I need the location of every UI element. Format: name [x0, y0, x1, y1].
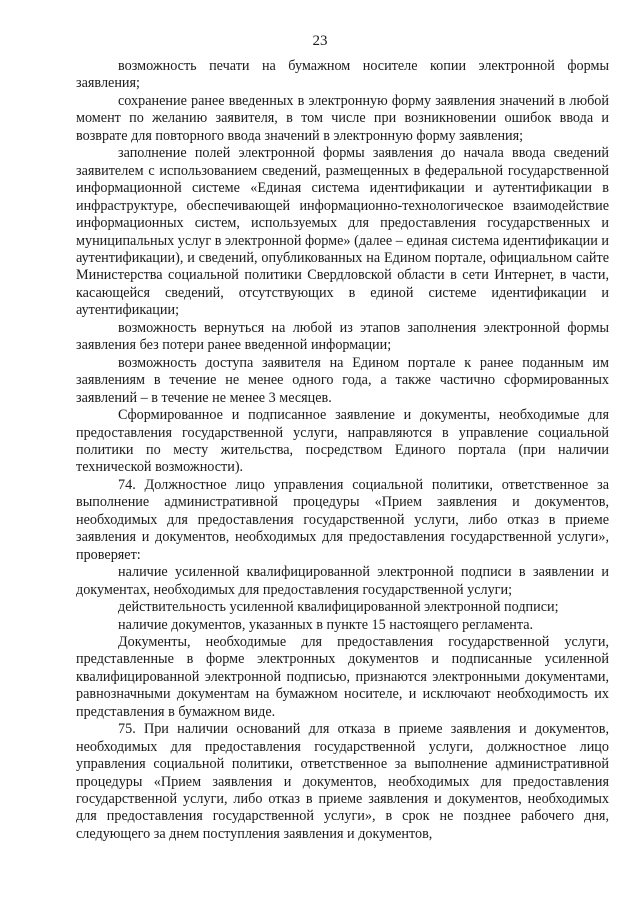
paragraph-check-signature: наличие усиленной квалифицированной электронной подписи в заявлении и документах, необходимых для предоставления государственной услуги; [76, 564, 609, 598]
paragraph-save-values: сохранение ранее введенных в электронную форму заявления значений в любой момент по желанию заявителя, в том числе при возникновении ошибок ввода и возврате для повторного ввода значений в электронную форму заявления; [76, 92, 609, 144]
paragraph-submission: Сформированное и подписанное заявление и документы, необходимые для предоставления государственной услуги, направляются в управление социальной политики по месту жительства, посредством Единого портала (при наличии технической возможности). [76, 407, 609, 476]
paragraph-signature-validity: действительность усиленной квалифицированной электронной подписи; [118, 599, 559, 616]
document-body [76, 58, 609, 843]
paragraph-item-75: 75. При наличии оснований для отказа в приеме заявления и документов, необходимых для предоставления государственной услуги, должностное лицо управления социальной политики, ответственное за выполнение административной процедуры «Прием заявления и документов, необходимых для предоставления государственной услуги, либо отказ в приеме заявления и документов, необходимых для предоставления государственной услуги», в срок не позднее рабочего дня, следующего за днем поступления заявления и документов, [76, 721, 609, 842]
paragraph-print-copy: возможность печати на бумажном носителе копии электронной формы заявления; [76, 58, 609, 92]
paragraph-return-to-stage: возможность вернуться на любой из этапов заполнения электронной формы заявления без потери ранее введенной информации; [76, 319, 609, 354]
paragraph-prefill-fields: заполнение полей электронной формы заявления до начала ввода сведений заявителем с использованием сведений, размещенных в федеральной государственной информационной системе «Единая система идентификации и аутентификации в инфраструктуре, обеспечивающей информационно-технологическое взаимодействие информационных систем, используемых для предоставления государственных и муниципальных услуг в электронной форме» (далее – единая система идентификации и аутентификации), и сведений, опубликованных на Едином портале, официальном сайте Министерства социальной политики Свердловской области в сети Интернет, в части, касающейся сведений, отсутствующих в единой системе идентификации и аутентификации; [76, 145, 609, 319]
page-number: 23 [312, 33, 328, 49]
paragraph-access-applications: возможность доступа заявителя на Едином портале к ранее поданным им заявлениям в течение не менее одного года, а также частично сформированных заявлений – в течение не менее 3 месяцев. [76, 354, 609, 406]
paragraph-documents-presence: наличие документов, указанных в пункте 15 настоящего регламента. [118, 616, 534, 633]
paragraph-item-74: 74. Должностное лицо управления социальной политики, ответственное за выполнение административной процедуры «Прием заявления и документов, необходимых для предоставления государственной услуги, либо отказ в приеме заявления и документов, необходимых для предоставления государственной услуги», проверяет: [76, 476, 609, 563]
paragraph-electronic-documents: Документы, необходимые для предоставления государственной услуги, представленные в форме электронных документов и подписанные усиленной квалифицированной электронной подписью, признаются электронными документами, равнозначными документам на бумажном носителе, и исключают необходимость их представления в бумажном виде. [76, 633, 609, 720]
